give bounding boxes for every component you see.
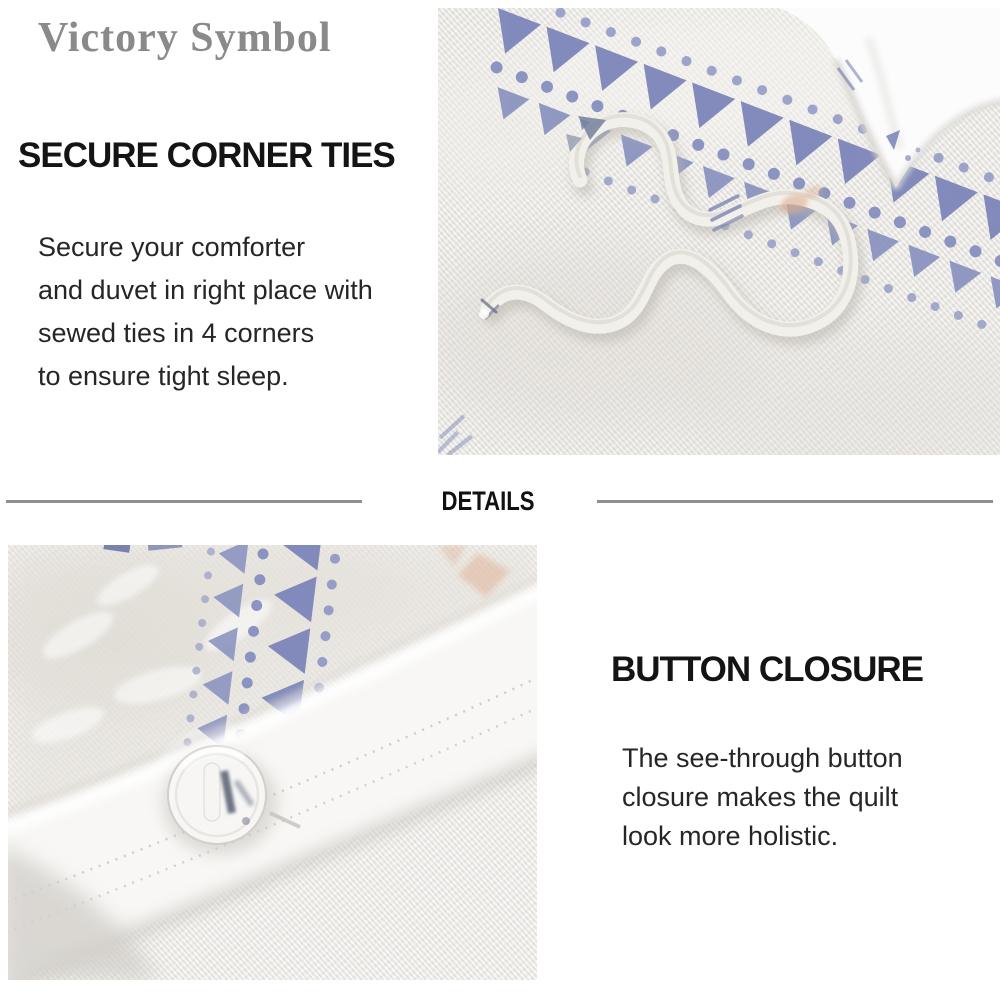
button-closure-description (622, 739, 903, 856)
corner-tie-photo (438, 8, 1000, 455)
divider-line-right (597, 500, 993, 503)
corner-tie-illustration (438, 8, 1000, 455)
button-closure-illustration (8, 545, 537, 980)
button-closure-photo (8, 545, 537, 980)
divider-line-left (6, 500, 362, 503)
brand-logo: Victory Symbol (38, 15, 332, 61)
description-line: and duvet in right place with (38, 275, 373, 305)
description-line: Secure your comforter (38, 232, 306, 262)
corner-stripe-detail (438, 416, 472, 455)
corner-ties-heading: SECURE CORNER TIES (18, 136, 395, 175)
description-line: closure makes the quilt (622, 782, 899, 812)
description-line: The see-through button (622, 743, 903, 773)
description-line: sewed ties in 4 corners (38, 318, 315, 348)
corner-ties-description (38, 226, 373, 398)
description-line: look more holistic. (622, 821, 839, 851)
details-label: DETAILS (441, 486, 535, 516)
button-closure-heading: BUTTON CLOSURE (611, 650, 924, 689)
description-line: to ensure tight sleep. (38, 361, 289, 391)
